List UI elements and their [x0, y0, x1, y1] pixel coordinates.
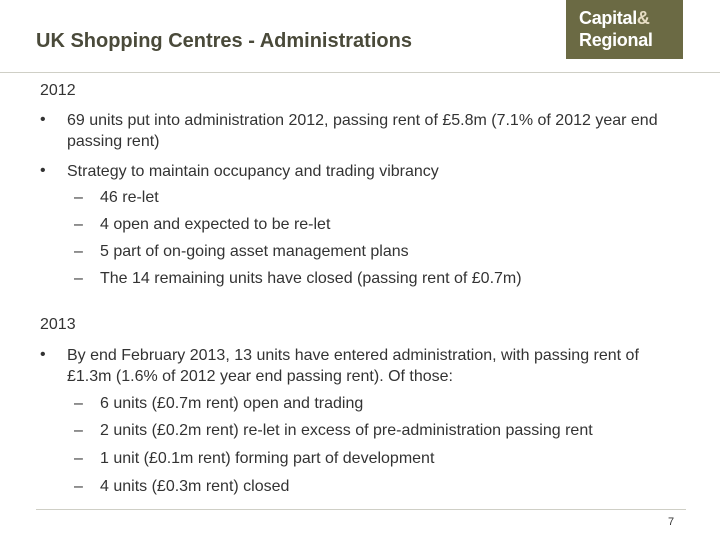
page-title: UK Shopping Centres - Administrations	[36, 30, 412, 52]
subitem-text: 4 open and expected to be re-let	[100, 216, 331, 233]
logo-ampersand: &	[636, 8, 650, 28]
page-number: 7	[668, 516, 675, 528]
logo-text-line2: Regional	[579, 30, 653, 50]
subitem-text: 5 part of on-going asset management plans	[100, 243, 409, 260]
subitem-text: 4 units (£0.3m rent) closed	[100, 478, 290, 495]
subitem-text: 2 units (£0.2m rent) re-let in excess of pre-administration passing rent	[100, 422, 593, 439]
company-logo	[566, 0, 683, 59]
title-divider	[0, 72, 720, 73]
logo-text-line1	[579, 8, 650, 28]
footer-divider	[36, 509, 686, 510]
subitem-marker: –	[74, 270, 83, 287]
subitem-marker: –	[74, 478, 83, 495]
subitem-marker: –	[74, 422, 83, 439]
logo-word-capital: Capital	[579, 8, 637, 28]
section-year-2012: 2012	[40, 82, 76, 99]
subitem-text: 1 unit (£0.1m rent) forming part of development	[100, 450, 435, 467]
bullet-marker: •	[40, 162, 46, 179]
bullet-marker: •	[40, 111, 46, 128]
subitem-text: 6 units (£0.7m rent) open and trading	[100, 395, 364, 412]
subitem-text: The 14 remaining units have closed (passing rent of £0.7m)	[100, 270, 522, 287]
subitem-marker: –	[74, 243, 83, 260]
bullet-marker: •	[40, 346, 46, 363]
subitem-marker: –	[74, 189, 83, 206]
subitem-marker: –	[74, 216, 83, 233]
bullet-text: Strategy to maintain occupancy and trading vibrancy	[67, 163, 439, 180]
subitem-marker: –	[74, 450, 83, 467]
bullet-text: By end February 2013, 13 units have entered administration, with passing rent of £1.3m (1.6% of 2012 year end passing rent). Of those:	[67, 347, 639, 385]
bullet-text: 69 units put into administration 2012, passing rent of £5.8m (7.1% of 2012 year end passing rent)	[67, 112, 658, 150]
section-year-2013: 2013	[40, 316, 76, 333]
subitem-marker: –	[74, 395, 83, 412]
subitem-text: 46 re-let	[100, 189, 159, 206]
